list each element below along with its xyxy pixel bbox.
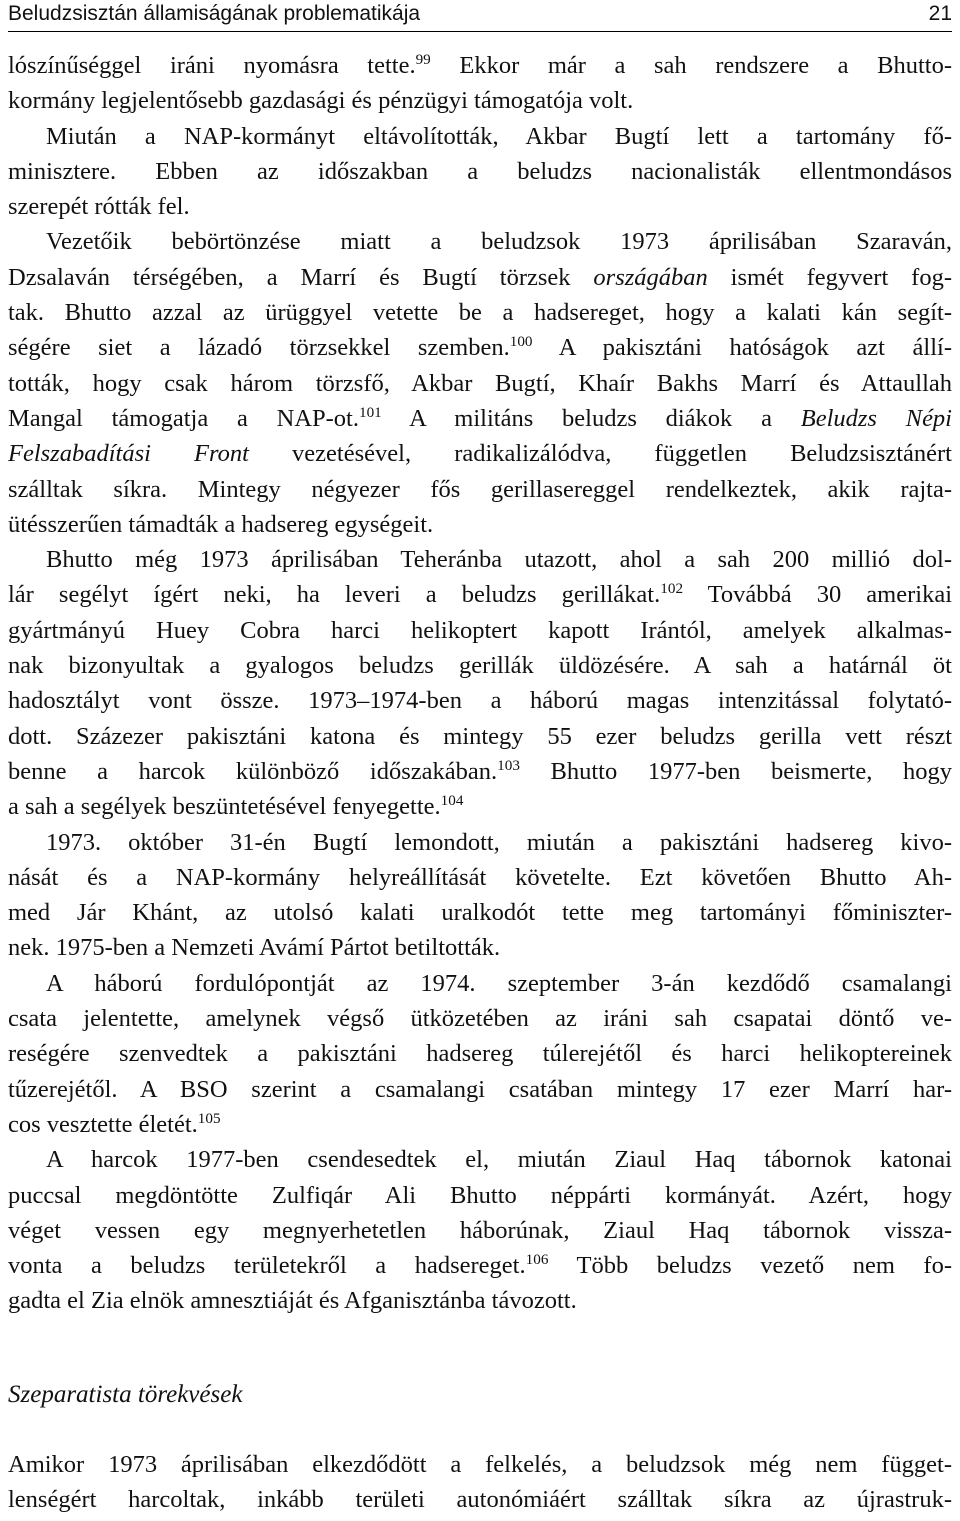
text-line [8,1001,952,1036]
text-run: dott. Százezer pakisztáni katona és mintegy 55 ezer beludzs gerilla vett részt [8,722,952,750]
text-line [8,895,952,930]
italic-text: Felszabadítási Front [8,440,249,468]
text-run: tak. Bhutto azzal az ürüggyel vetette be a hadsereget, hogy a kalati kán segít- [8,299,952,327]
text-run: Amikor 1973 áprilisában elkezdődött a felkelés, a beludzsok még nem függet- [8,1451,952,1478]
text-line [8,1482,952,1517]
text-run: puccsal megdöntötte Zulfiqár Ali Bhutto néppárti kormányát. Azért, hogy [8,1181,952,1209]
text-line [8,719,952,754]
text-run: Bhutto 1977-ben beismerte, hogy [519,757,952,785]
text-run: A háború fordulópontját az 1974. szeptember 3-án kezdődő csamalangi [46,969,952,997]
italic-text: Beludzs Népi [800,404,952,432]
text-run: lenségért harcoltak, inkább területi autonómiáért szálltak síkra az újrastruk- [8,1486,952,1514]
text-line [8,754,952,789]
text-line [8,224,952,259]
text-run: ségére siet a lázadó törzsekkel szemben. [8,334,510,362]
text-run: A harcok 1977-ben csendesedtek el, miután Ziaul Haq tábornok katonai [46,1146,952,1174]
text-run: A militáns beludzs diákok a [381,404,801,432]
text-line [8,48,952,83]
text-run: kormány legjelentősebb gazdasági és pénzügyi támogatója volt. [8,87,634,115]
text-line [8,401,952,436]
body-text [8,48,952,1319]
text-run: csata jelentette, amelynek végső ütközetében az iráni sah csapatai döntő ve- [8,1005,952,1033]
text-line [8,330,952,365]
text-line [8,1213,952,1248]
text-run: nását és a NAP-kormány helyreállítását követelte. Ezt követően Bhutto Ah- [8,863,952,891]
text-run: véget vessen egy megnyerhetetlen háborúnak, Ziaul Haq tábornok vissza- [8,1216,952,1244]
text-line [8,966,952,1001]
footnote-reference: 104 [440,792,464,810]
text-run: Dzsalaván térségében, a Marrí és Bugtí törzsek [8,263,594,291]
text-run: ismét fegyvert fog- [707,263,952,291]
text-line [8,1178,952,1213]
text-run: tották, hogy csak három törzsfő, Akbar Bugtí, Khaír Bakhs Marrí és Attaullah [8,369,952,397]
italic-text: országában [593,263,708,291]
text-line [8,83,952,118]
text-run: hadosztályt vont össze. 1973–1974-ben a háború magas intenzitással folytató- [8,687,952,715]
running-header [8,0,952,30]
header-rule [8,31,952,32]
footnote-reference: 101 [358,403,382,421]
text-run: ütésszerűen támadták a hadsereg egységeit. [8,510,434,538]
text-line [8,436,952,471]
text-line [8,1107,952,1142]
text-line [8,1142,952,1177]
text-run: minisztere. Ebben az időszakban a beludzs nacionalisták ellentmondásos [8,157,952,185]
text-run: Miután a NAP-kormányt eltávolították, Akbar Bugtí lett a tartomány fő- [46,122,952,150]
text-run: lár segélyt ígért neki, ha leveri a beludzs gerillákat. [8,581,661,609]
footnote-reference: 99 [415,50,431,68]
text-run: nak bizonyultak a gyalogos beludzs gerillák üldözésére. A sah a határnál öt [8,652,952,680]
text-run: Vezetőik bebörtönzése miatt a beludzsok 1973 áprilisában Szaraván, [46,228,952,256]
text-line [8,648,952,683]
text-run: gyártmányú Huey Cobra harci helikoptert kapott Irántól, amelyek alkalmas- [8,616,952,644]
running-title: Beludzsisztán államiságának problematikája [8,2,421,25]
text-run: gadta el Zia elnök amnesztiáját és Afganisztánba távozott. [8,1287,577,1315]
footnote-reference: 102 [660,580,684,598]
text-line [8,789,952,824]
section-heading: Szeparatista törekvések [8,1381,243,1408]
text-line [8,1248,952,1283]
text-line [8,577,952,612]
text-run: cos vesztette életét. [8,1110,198,1138]
text-run: reségére szenvedtek a pakisztáni hadsereg túlerejétől és harci helikoptereinek [8,1040,952,1068]
page-number: 21 [928,2,952,25]
text-line [8,825,952,860]
text-run: 1973. október 31-én Bugtí lemondott, miután a pakisztáni hadsereg kivo- [46,828,952,856]
text-run: vezetésével, radikalizálódva, független Beludzsisztánért [248,440,952,468]
text-line [8,507,952,542]
text-run: Több beludzs vezető nem fo- [548,1252,953,1280]
footnote-reference: 106 [525,1250,549,1268]
text-line [8,613,952,648]
footnote-reference: 103 [497,756,520,774]
text-run: szálltak síkra. Mintegy négyezer fős gerillasereggel rendelkeztek, akik rajta- [8,475,952,503]
text-line [8,154,952,189]
text-run: med Jár Khánt, az utolsó kalati uralkodót tette meg tartományi főminiszter- [8,899,952,927]
text-line [8,1072,952,1107]
text-line [8,860,952,895]
text-run: a sah a segélyek beszüntetésével fenyegette. [8,793,441,821]
text-line [8,472,952,507]
text-line [8,189,952,224]
text-run: A pakisztáni hatóságok azt állí- [532,334,952,362]
text-run: vonta a beludzs területekről a hadsereget. [8,1252,526,1280]
footnote-reference: 100 [509,333,533,351]
text-line [8,366,952,401]
text-run: szerepét rótták fel. [8,193,190,221]
text-run: lószínűséggel iráni nyomásra tette. [8,52,416,79]
section-body-text [8,1447,952,1518]
text-line [8,260,952,295]
footnote-reference: 105 [197,1109,221,1127]
text-line [8,1283,952,1318]
text-line [8,119,952,154]
text-line [8,1447,952,1482]
text-run: benne a harcok különböző időszakában. [8,757,498,785]
text-run: nek. 1975-ben a Nemzeti Avámí Pártot betiltották. [8,934,501,962]
text-line [8,542,952,577]
text-line [8,295,952,330]
text-run: Mangal támogatja a NAP-ot. [8,404,359,432]
text-run: tűzerejétől. A BSO szerint a csamalangi csatában mintegy 17 ezer Marrí har- [8,1075,952,1103]
text-run: Bhutto még 1973 áprilisában Teheránba utazott, ahol a sah 200 millió dol- [46,546,952,574]
text-run: Továbbá 30 amerikai [683,581,953,609]
text-line [8,683,952,718]
text-line [8,930,952,965]
text-line [8,1036,952,1071]
text-run: Ekkor már a sah rendszere a Bhutto- [430,52,952,79]
